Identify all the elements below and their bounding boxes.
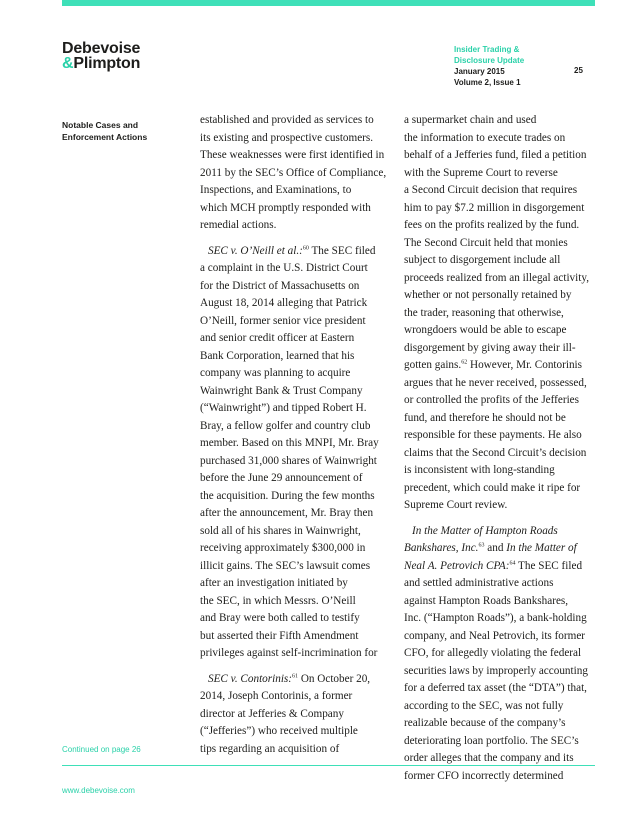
text-line: Inspections, and Examinations, to xyxy=(200,184,352,196)
text-line: 2011 by the SEC’s Office of Compliance, xyxy=(200,166,387,179)
text-line: a Second Circuit decision that requires xyxy=(404,184,578,196)
left-paragraph-1 xyxy=(200,112,392,235)
text-line xyxy=(200,671,392,689)
text-line: for a deferred tax asset (the “DTA”) that, xyxy=(404,682,587,694)
text-line: argues that he never received, possessed, xyxy=(404,376,587,389)
text-line: and senior credit officer at Eastern xyxy=(200,332,355,344)
text-line: realizable because of the company’s xyxy=(404,717,566,729)
pub-title-line2: Disclosure Update xyxy=(454,56,525,65)
text-fragment: The SEC filed xyxy=(308,244,376,257)
text-line: for the District of Massachusetts on xyxy=(200,279,360,292)
logo-line2 xyxy=(62,56,140,71)
text-line xyxy=(404,540,596,558)
text-line: fund, and therefore he should not be xyxy=(404,411,566,424)
text-fragment: gotten gains. xyxy=(404,359,462,371)
logo-ampersand: & xyxy=(62,55,74,72)
text-line: fees on the profits realized by the fund. xyxy=(404,219,580,231)
text-line: responsible for these payments. He also xyxy=(404,429,582,441)
text-line: and Bray were both called to testify xyxy=(200,612,360,624)
text-line: is inconsistent with long-standing xyxy=(404,464,555,476)
text-line: Bank Corporation, learned that his xyxy=(200,349,355,362)
text-fragment: The SEC filed xyxy=(515,559,583,572)
text-line xyxy=(404,357,596,375)
text-line: 2014, Joseph Contorinis, a former xyxy=(200,690,353,702)
text-line: order alleges that the company and its xyxy=(404,752,574,764)
case-name-hampton-roads-cont: Bankshares, Inc. xyxy=(404,542,479,554)
website-link[interactable]: www.debevoise.com xyxy=(62,786,135,795)
text-line: wrongdoers would be able to escape xyxy=(404,324,567,336)
text-line: and settled administrative actions xyxy=(404,577,554,589)
text-line: director at Jefferies & Company xyxy=(200,707,344,720)
section-title: Notable Cases and Enforcement Actions xyxy=(62,120,148,142)
text-line: claims that the Second Circuit’s decision xyxy=(404,446,587,459)
text-line: with the Supreme Court to reverse xyxy=(404,166,558,179)
debevoise-logo xyxy=(62,41,140,71)
continued-link[interactable]: Continued on page 26 xyxy=(62,745,141,754)
text-line: CFO, for allegedly violating the federal xyxy=(404,647,582,659)
case-name-hampton-roads: In the Matter of Hampton Roads xyxy=(412,524,558,537)
top-accent-bar xyxy=(62,0,595,6)
right-paragraph-1 xyxy=(404,112,596,515)
pub-date: January 2015 xyxy=(454,67,505,76)
publication-info xyxy=(454,44,524,88)
text-line: receiving approximately $300,000 in xyxy=(200,542,366,554)
text-line: but asserted their Fifth Amendment xyxy=(200,629,359,642)
case-name-oneill: SEC v. O’Neill et al.: xyxy=(208,244,303,257)
text-fragment: On October 20, xyxy=(298,672,371,685)
right-column xyxy=(404,112,596,793)
text-line: tips regarding an acquisition of xyxy=(200,742,340,755)
footer-divider xyxy=(62,765,595,766)
text-line: (“Wainwright”) and tipped Robert H. xyxy=(200,402,367,414)
pub-volume: Volume 2, Issue 1 xyxy=(454,78,521,87)
text-line: him to pay $7.2 million in disgorgement xyxy=(404,201,585,214)
text-line: securities laws by improperly accounting xyxy=(404,664,588,677)
footnote-ref-61[interactable]: 61 xyxy=(292,672,299,679)
text-line: the SEC, in which Messrs. O’Neill xyxy=(200,594,356,607)
text-line: sold all of his shares in Wainwright, xyxy=(200,524,361,537)
text-line: company was planning to acquire xyxy=(200,367,351,379)
case-name-petrovich: In the Matter of xyxy=(506,542,577,554)
text-line: whether or not personally retained by xyxy=(404,289,572,301)
text-line: which MCH promptly responded with xyxy=(200,201,371,214)
text-line: illicit gains. The SEC’s lawsuit comes xyxy=(200,559,371,572)
footnote-ref-62[interactable]: 62 xyxy=(461,359,468,366)
text-line: disgorgement by giving away their ill- xyxy=(404,341,576,354)
text-line xyxy=(200,243,392,261)
text-line: (“Jefferies”) who received multiple xyxy=(200,725,358,737)
text-line: company, and Neal Petrovich, its former xyxy=(404,629,586,642)
text-line: remedial actions. xyxy=(200,219,277,231)
text-line: the trader, reasoning that otherwise, xyxy=(404,306,564,319)
text-line: the acquisition. During the few months xyxy=(200,489,375,502)
text-line: after the announcement, Mr. Bray then xyxy=(200,507,374,519)
left-paragraph-2 xyxy=(200,243,392,663)
text-line: purchased 31,000 shares of Wainwright xyxy=(200,454,377,467)
text-line xyxy=(404,558,596,576)
text-line: the information to execute trades on xyxy=(404,131,566,144)
footnote-ref-60[interactable]: 60 xyxy=(302,244,309,251)
text-line: Wainwright Bank & Trust Company xyxy=(200,384,363,397)
text-line xyxy=(404,523,596,541)
text-line: These weaknesses were first identified in xyxy=(200,149,385,161)
text-line: after an investigation initiated by xyxy=(200,577,348,589)
right-paragraph-2 xyxy=(404,523,596,786)
text-line: August 18, 2014 alleging that Patrick xyxy=(200,297,368,309)
case-name-contorinis: SEC v. Contorinis: xyxy=(208,672,293,685)
text-line: according to the SEC, was not fully xyxy=(404,699,564,712)
footnote-ref-63[interactable]: 63 xyxy=(478,542,485,549)
pub-title-line1: Insider Trading & xyxy=(454,45,520,54)
text-line: proceeds realized from an illegal activity, xyxy=(404,271,590,284)
text-line: a complaint in the U.S. District Court xyxy=(200,262,368,274)
text-line: O’Neill, former senior vice president xyxy=(200,314,366,327)
text-line: member. Based on this MNPI, Mr. Bray xyxy=(200,437,379,449)
text-line: Bray, a fellow golfer and country club xyxy=(200,419,371,432)
text-line: against Hampton Roads Bankshares, xyxy=(404,594,569,607)
text-line: its existing and prospective customers. xyxy=(200,131,374,144)
text-line: deteriorating loan portfolio. The SEC’s xyxy=(404,734,579,747)
text-line: former CFO incorrectly determined xyxy=(404,769,564,782)
logo-plimpton: Plimpton xyxy=(73,55,141,72)
text-line: established and provided as services to xyxy=(200,114,374,126)
left-paragraph-3 xyxy=(200,671,392,759)
left-column xyxy=(200,112,392,766)
text-line: precedent, which could make it ripe for xyxy=(404,481,581,494)
text-fragment: and xyxy=(484,542,507,554)
footnote-ref-64[interactable]: 64 xyxy=(509,559,516,566)
text-line: privileges against self-incrimination for xyxy=(200,647,378,659)
text-line: The Second Circuit held that monies xyxy=(404,236,568,249)
logo-line1: Debevoise xyxy=(62,40,141,57)
page-number: 25 xyxy=(574,66,583,75)
text-line: Inc. (“Hampton Roads”), a bank-holding xyxy=(404,612,587,624)
text-line: Supreme Court review. xyxy=(404,499,508,511)
text-line: behalf of a Jefferies fund, filed a petition xyxy=(404,149,587,161)
text-line: or controlled the profits of the Jefferies xyxy=(404,394,580,406)
text-line: a supermarket chain and used xyxy=(404,114,537,126)
text-line: before the June 29 announcement of xyxy=(200,472,363,484)
text-fragment: However, Mr. Contorinis xyxy=(467,359,583,371)
case-name-petrovich-cont: Neal A. Petrovich CPA: xyxy=(404,559,510,572)
text-line: subject to disgorgement include all xyxy=(404,254,561,266)
